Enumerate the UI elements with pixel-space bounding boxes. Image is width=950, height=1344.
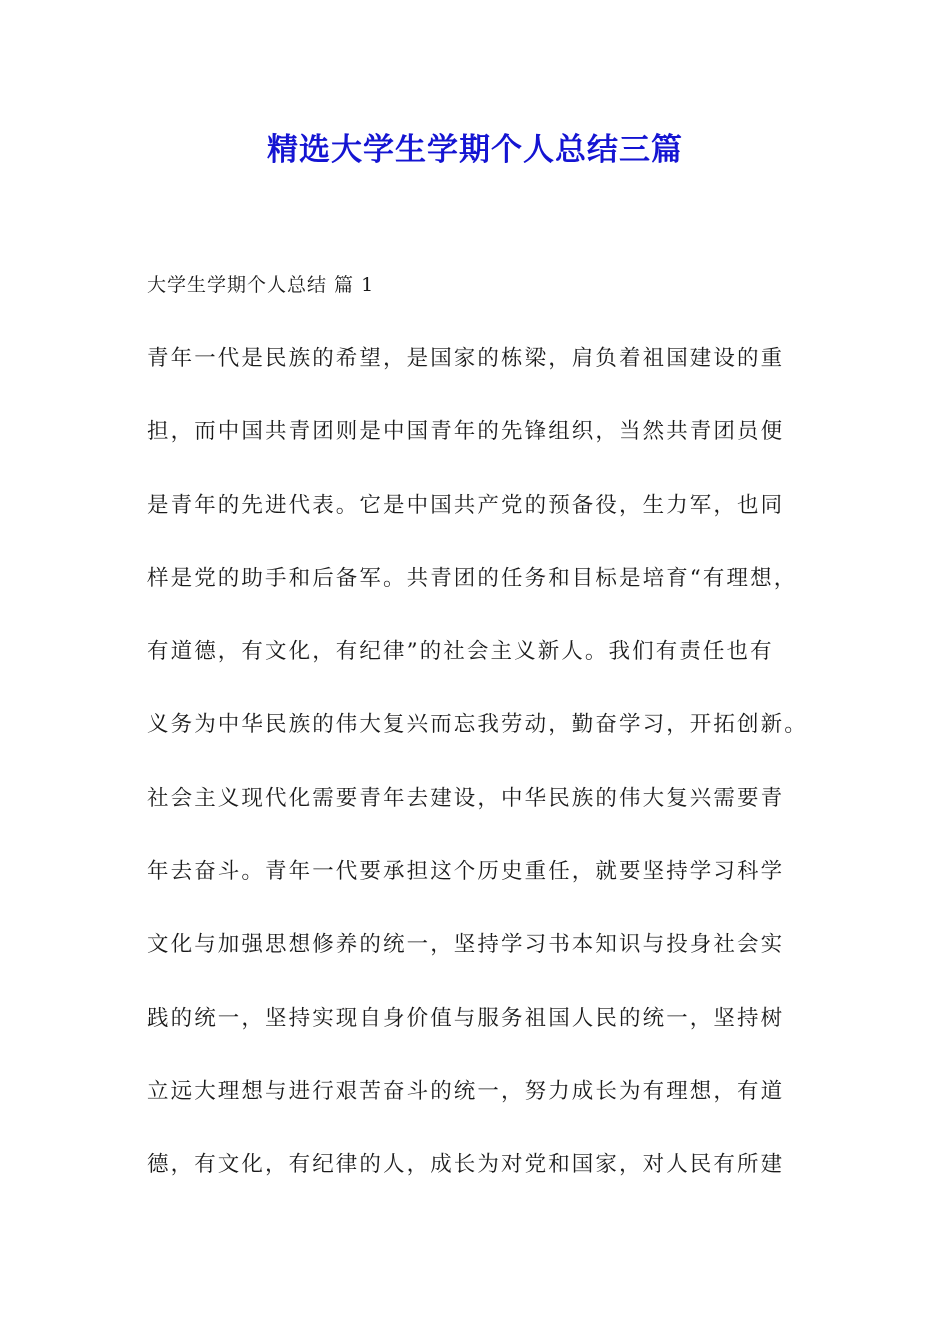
section-heading: 大学生学期个人总结 篇 1 (147, 274, 375, 296)
body-line: 文化与加强思想修养的统一，坚持学习书本知识与投身社会实 (147, 932, 785, 958)
body-line: 立远大理想与进行艰苦奋斗的统一，努力成长为有理想，有道 (147, 1078, 785, 1104)
document-title: 精选大学生学期个人总结三篇 (267, 132, 683, 168)
body-line: 年去奋斗。青年一代要承担这个历史重任，就要坚持学习科学 (147, 859, 785, 885)
body-line: 样是党的助手和后备军。共青团的任务和目标是培育“有理想， (147, 565, 798, 591)
body-line: 有道德，有文化，有纪律”的社会主义新人。我们有责任也有 (147, 639, 774, 665)
body-line: 社会主义现代化需要青年去建设，中华民族的伟大复兴需要青 (147, 785, 785, 811)
body-line: 青年一代是民族的希望，是国家的栋梁，肩负着祖国建设的重 (147, 346, 785, 371)
body-line: 是青年的先进代表。它是中国共产党的预备役，生力军，也同 (147, 492, 785, 518)
body-text (147, 340, 807, 1220)
body-line: 践的统一，坚持实现自身价值与服务祖国人民的统一，坚持树 (147, 1005, 785, 1031)
body-line: 担，而中国共青团则是中国青年的先锋组织，当然共青团员便 (147, 419, 785, 445)
body-line: 德，有文化，有纪律的人，成长为对党和国家，对人民有所建 (147, 1152, 785, 1178)
body-line: 义务为中华民族的伟大复兴而忘我劳动，勤奋学习，开拓创新。 (147, 712, 808, 738)
